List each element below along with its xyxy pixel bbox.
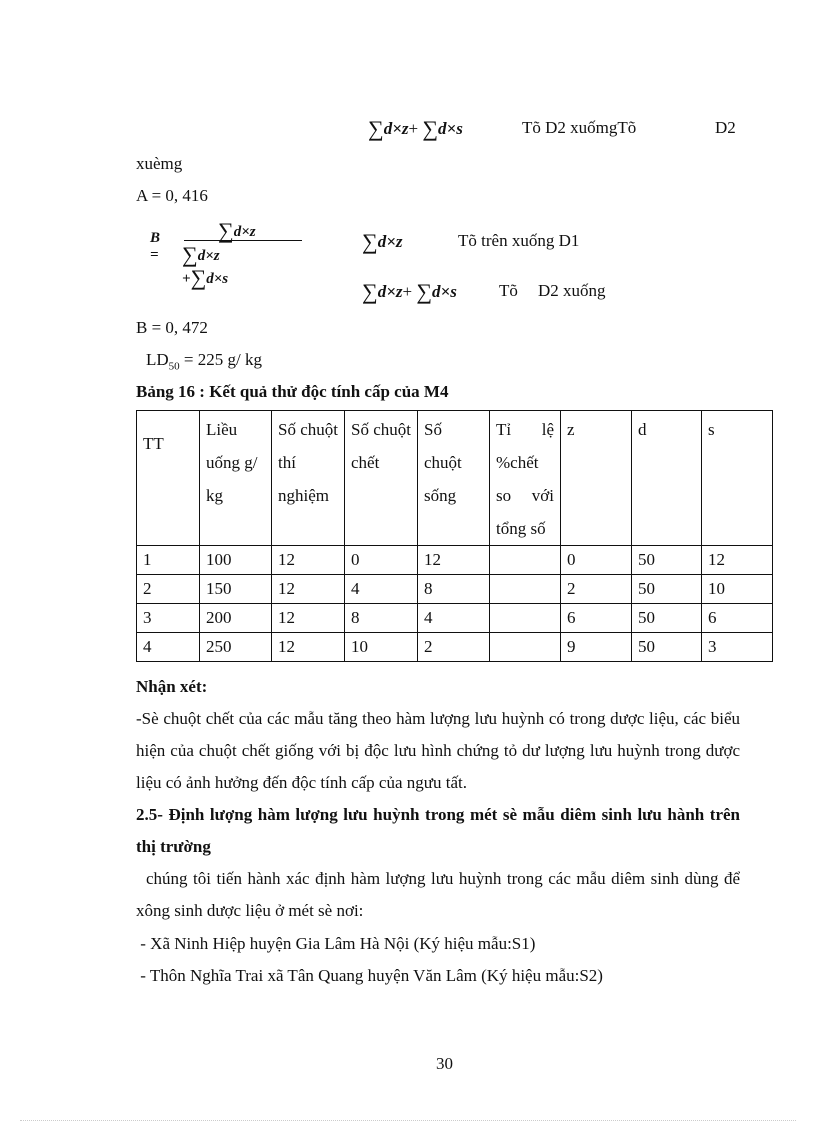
table-cell: 150 <box>200 575 272 604</box>
summation-symbol: ∑ <box>362 229 378 254</box>
table-header-row <box>137 411 773 546</box>
table-cell: 12 <box>272 575 345 604</box>
ld50-value: $LD_{50} = 225$ g/ kg <box>146 350 262 373</box>
formula-note: Tõ trên xuống D1 <box>458 231 580 250</box>
table-title: Bảng 16 : Kết quả thử độc tính cấp của M4 <box>136 382 449 401</box>
fraction-denominator: ∑d×z +∑d×s <box>182 242 229 290</box>
table-row <box>137 604 773 633</box>
table-cell: 0 <box>345 546 418 575</box>
b-lhs: B = <box>150 230 161 263</box>
table-cell: 2 <box>418 633 490 662</box>
summation-symbol: ∑ <box>362 279 378 304</box>
table-cell: 50 <box>632 546 702 575</box>
table-cell: 100 <box>200 546 272 575</box>
a-value: A = 0, 416 <box>136 186 208 205</box>
formula-line-2 <box>362 229 403 252</box>
table-header-cell: s <box>702 411 773 546</box>
table-header-cell: Số chuột sống <box>418 411 490 546</box>
table-cell: 10 <box>345 633 418 662</box>
table-header-cell: Số chuột thí nghiệm <box>272 411 345 546</box>
summation-symbol: ∑ <box>422 116 439 141</box>
formula-term: d×z <box>383 119 409 138</box>
table-cell: 6 <box>561 604 632 633</box>
formula-term: d×s <box>432 282 457 301</box>
fraction-numerator: ∑d×z <box>218 218 256 243</box>
table-header-cell: Liều uống g/ kg <box>200 411 272 546</box>
table-cell: 200 <box>200 604 272 633</box>
fraction-bar <box>184 240 302 241</box>
table-cell: 6 <box>702 604 773 633</box>
plus-sign: + <box>402 282 417 301</box>
summation-symbol: ∑ <box>416 279 433 304</box>
intro-paragraph: chúng tôi tiến hành xác định hàm lượng lưu huỳnh trong các mẫu diêm sinh dùng để xông sinh dược liệu ở mét sè nơi: <box>136 869 740 920</box>
comment-paragraph: -Sè chuột chết của các mẫu tăng theo hàm lượng lưu huỳnh có trong dược liệu, các biểu hiện của chuột chết giống với bị độc lưu hình chứng tỏ dư lượng lưu huỳnh trong dược liệu có ảnh hưởng đến độc tính cấp của ngưu tất. <box>136 709 740 792</box>
list-item: - Xã Ninh Hiệp huyện Gia Lâm Hà Nội (Ký hiệu mẫu:S1) <box>136 934 536 953</box>
table-cell: 12 <box>702 546 773 575</box>
footer-divider <box>20 1120 796 1121</box>
formula-term: d×s <box>438 119 463 138</box>
table-cell: 4 <box>345 575 418 604</box>
table-header-cell: TT <box>137 411 200 546</box>
formula-line-1 <box>368 116 463 139</box>
table-cell: 2 <box>137 575 200 604</box>
formula-note: Tõ <box>499 281 518 300</box>
table-cell: 8 <box>418 575 490 604</box>
b-value: B = 0, 472 <box>136 318 208 337</box>
formula-line-3 <box>362 279 457 302</box>
table-cell: 3 <box>702 633 773 662</box>
table-cell: 8 <box>345 604 418 633</box>
page-number: 30 <box>436 1054 453 1073</box>
table-header-cell: d <box>632 411 702 546</box>
summation-symbol: ∑ <box>368 116 384 141</box>
table-cell: 1 <box>137 546 200 575</box>
table-cell: 250 <box>200 633 272 662</box>
table-cell: 50 <box>632 633 702 662</box>
table-cell <box>490 604 561 633</box>
table-cell <box>490 575 561 604</box>
table-cell: 4 <box>137 633 200 662</box>
table-cell: 10 <box>702 575 773 604</box>
table-cell: 9 <box>561 633 632 662</box>
table-cell: 4 <box>418 604 490 633</box>
text-xuemg: xuèmg <box>136 154 183 173</box>
section-heading: 2.5- Định lượng hàm lượng lưu huỳnh trong mét sè mẫu diêm sinh lưu hành trên thị trường <box>136 805 740 856</box>
formula-term: d×z <box>377 282 403 301</box>
formula-note-right: D2 <box>715 118 736 137</box>
table-header-cell: z <box>561 411 632 546</box>
comment-heading: Nhận xét: <box>136 677 208 696</box>
formula-term: d×z <box>377 232 403 251</box>
formula-note: D2 xuống <box>538 281 606 300</box>
plus-sign: + <box>408 119 423 138</box>
table-header-cell: Tỉ lệ %chết so với tổng số <box>490 411 561 546</box>
table-cell: 50 <box>632 575 702 604</box>
table-row <box>137 575 773 604</box>
table-cell <box>490 546 561 575</box>
formula-note: Tõ D2 xuốmgTõ <box>522 118 637 137</box>
table-cell <box>490 633 561 662</box>
table-cell: 12 <box>272 633 345 662</box>
table-cell: 12 <box>272 604 345 633</box>
table-row <box>137 546 773 575</box>
table-cell: 12 <box>418 546 490 575</box>
table-cell: 2 <box>561 575 632 604</box>
table-cell: 3 <box>137 604 200 633</box>
table-cell: 50 <box>632 604 702 633</box>
table-header-cell: Số chuột chết <box>345 411 418 546</box>
table-cell: 12 <box>272 546 345 575</box>
table-cell: 0 <box>561 546 632 575</box>
toxicity-table <box>136 410 773 662</box>
table-row <box>137 633 773 662</box>
list-item: - Thôn Nghĩa Trai xã Tân Quang huyện Văn Lâm (Ký hiệu mẫu:S2) <box>136 966 603 985</box>
